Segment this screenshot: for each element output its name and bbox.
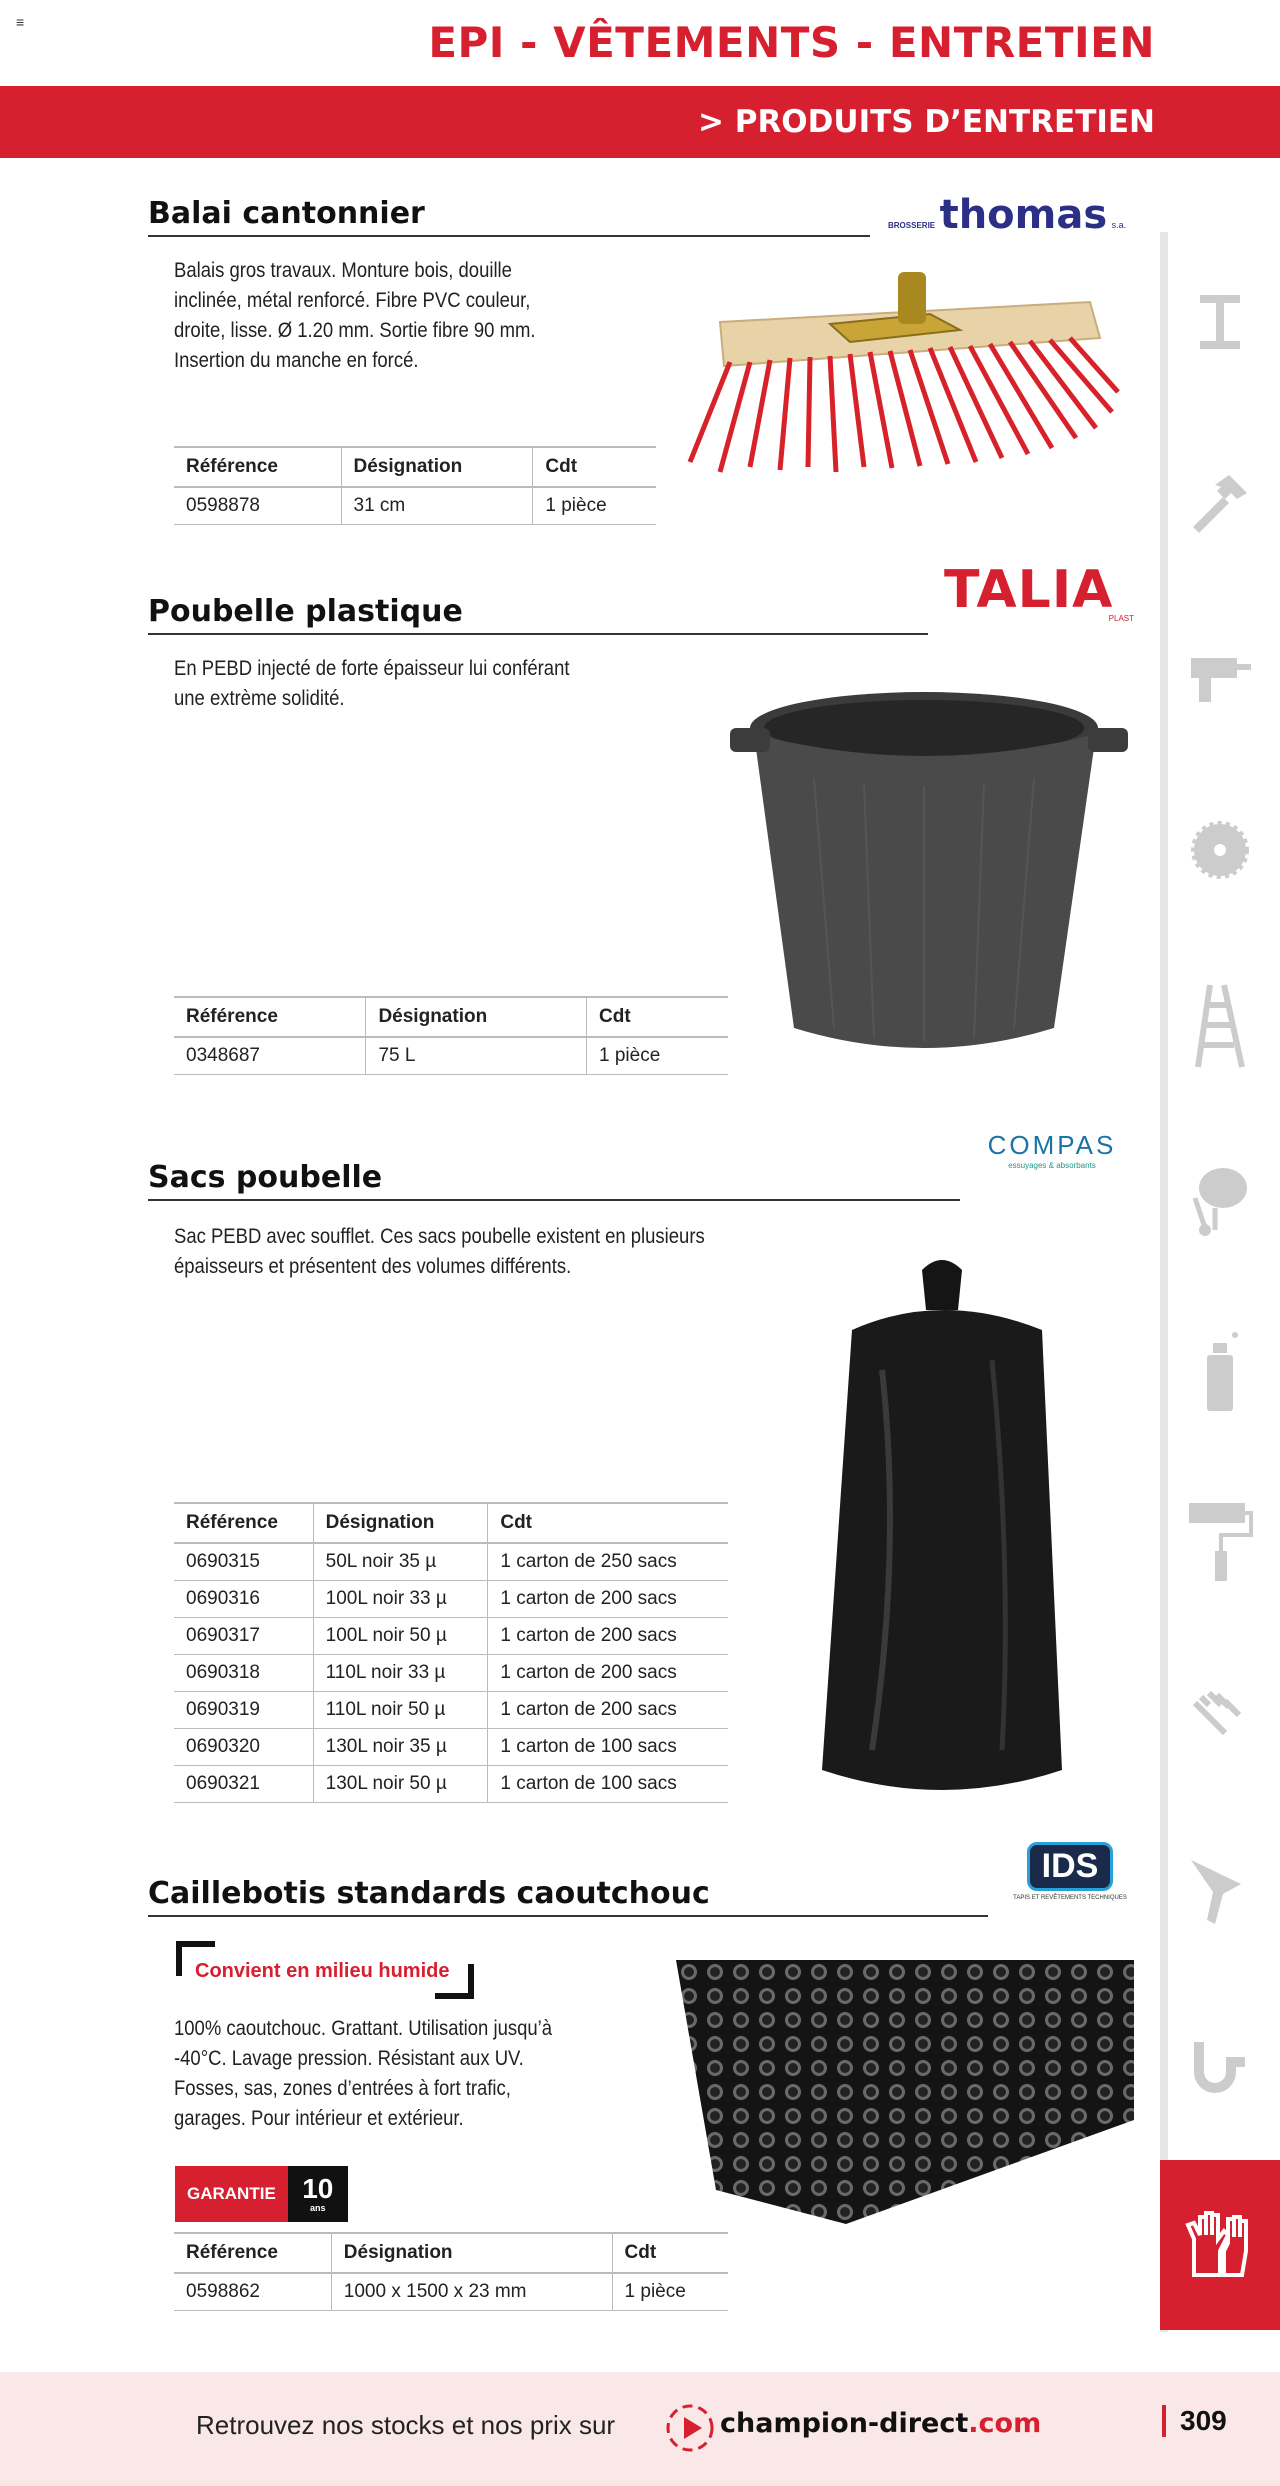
cell-ref: 0690318 bbox=[174, 1655, 313, 1692]
table-row bbox=[174, 1692, 728, 1729]
cell-cdt: 1 pièce bbox=[612, 2273, 728, 2311]
cell-ref: 0690316 bbox=[174, 1581, 313, 1618]
cell-designation: 110L noir 33 µ bbox=[313, 1655, 488, 1692]
product-title-poubelle: Poubelle plastique bbox=[148, 594, 928, 635]
ref-table-sacs bbox=[174, 1502, 728, 1803]
col-header: Référence bbox=[174, 447, 341, 487]
col-header: Désignation bbox=[313, 1503, 488, 1543]
page-number: 309 bbox=[1162, 2405, 1227, 2437]
hammer-icon[interactable] bbox=[1180, 452, 1260, 552]
footer bbox=[0, 2372, 1280, 2486]
cell-cdt: 1 carton de 200 sacs bbox=[488, 1692, 728, 1729]
cell-designation: 100L noir 50 µ bbox=[313, 1618, 488, 1655]
gloves-icon[interactable] bbox=[1160, 2160, 1280, 2330]
product-title-sacs: Sacs poubelle bbox=[148, 1160, 960, 1201]
table-row bbox=[174, 2273, 728, 2311]
funnel-icon[interactable] bbox=[1180, 1840, 1260, 1940]
brand-logo-thomas: BROSSERIE thomas s.a. bbox=[888, 192, 1127, 238]
table-row bbox=[174, 1655, 728, 1692]
brand-logo-ids: IDS TAPIS ET REVÊTEMENTS TECHNIQUES bbox=[1000, 1842, 1140, 1901]
cell-designation: 110L noir 50 µ bbox=[313, 1692, 488, 1729]
col-header: Cdt bbox=[587, 997, 728, 1037]
sidebar-track bbox=[1160, 232, 1168, 2332]
cell-cdt: 1 carton de 200 sacs bbox=[488, 1581, 728, 1618]
brand-logo-talia: TALIA PLAST bbox=[944, 560, 1134, 623]
brand-logo-compas: COMPAS essuyages & absorbants bbox=[987, 1130, 1117, 1170]
table-row bbox=[174, 487, 656, 525]
col-header: Référence bbox=[174, 1503, 313, 1543]
cell-designation: 130L noir 50 µ bbox=[313, 1766, 488, 1803]
cell-designation: 100L noir 33 µ bbox=[313, 1581, 488, 1618]
saw-blade-icon[interactable] bbox=[1180, 800, 1260, 900]
cell-cdt: 1 carton de 100 sacs bbox=[488, 1729, 728, 1766]
product-desc-poubelle: En PEBD injecté de forte épaisseur lui conférant une extrème solidité. bbox=[174, 657, 570, 710]
cement-mixer-icon[interactable] bbox=[1180, 1148, 1260, 1248]
col-header: Référence bbox=[174, 997, 366, 1037]
cell-ref: 0690321 bbox=[174, 1766, 313, 1803]
cell-ref: 0690320 bbox=[174, 1729, 313, 1766]
ref-table-balai bbox=[174, 446, 656, 525]
ladder-icon[interactable] bbox=[1180, 976, 1260, 1076]
cell-cdt: 1 carton de 250 sacs bbox=[488, 1543, 728, 1581]
cell-cdt: 1 carton de 200 sacs bbox=[488, 1655, 728, 1692]
product-desc-caillebotis: 100% caoutchouc. Grattant. Utilisation jusqu’à -40°C. Lavage pression. Résistant aux UV. Fosses, sas, zones d’entrées à fort trafic, garages. Pour intérieur et extérieur. bbox=[174, 2017, 553, 2130]
play-logo-icon bbox=[664, 2402, 716, 2459]
rubber-mat-image bbox=[676, 1960, 1134, 2224]
cell-designation: 31 cm bbox=[341, 487, 533, 525]
menu-icon[interactable]: ≡ bbox=[16, 14, 25, 30]
garbage-bag-image bbox=[812, 1250, 1072, 1800]
footer-site-link[interactable]: champion-direct.com bbox=[720, 2408, 1042, 2439]
cell-cdt: 1 pièce bbox=[587, 1037, 728, 1075]
cell-ref: 0690317 bbox=[174, 1618, 313, 1655]
guarantee-label: GARANTIE bbox=[175, 2166, 288, 2222]
cell-ref: 0598878 bbox=[174, 487, 341, 525]
screw-icon[interactable] bbox=[1180, 1668, 1260, 1768]
col-header: Désignation bbox=[341, 447, 533, 487]
cell-ref: 0690319 bbox=[174, 1692, 313, 1729]
pipe-icon[interactable] bbox=[1180, 2012, 1260, 2112]
broom-image bbox=[680, 262, 1120, 476]
spray-can-icon[interactable] bbox=[1180, 1320, 1260, 1420]
cell-cdt: 1 carton de 200 sacs bbox=[488, 1618, 728, 1655]
product-desc-balai: Balais gros travaux. Monture bois, douille inclinée, métal renforcé. Fibre PVC couleur, droite, lisse. Ø 1.20 mm. Sortie fibre 90 mm. Insertion du manche en forcé. bbox=[174, 259, 536, 372]
table-row bbox=[174, 1543, 728, 1581]
cell-ref: 0598862 bbox=[174, 2273, 331, 2311]
product-title-balai: Balai cantonnier bbox=[148, 196, 870, 237]
product-desc-sacs: Sac PEBD avec soufflet. Ces sacs poubelle existent en plusieurs épaisseurs et présentent des volumes différents. bbox=[174, 1225, 705, 1278]
col-header: Cdt bbox=[612, 2233, 728, 2273]
table-row bbox=[174, 1581, 728, 1618]
cell-cdt: 1 pièce bbox=[533, 487, 656, 525]
page-title: EPI - VÊTEMENTS - ENTRETIEN bbox=[428, 18, 1155, 67]
cell-designation: 75 L bbox=[366, 1037, 587, 1075]
ref-table-caillebotis bbox=[174, 2232, 728, 2311]
cell-cdt: 1 carton de 100 sacs bbox=[488, 1766, 728, 1803]
col-header: Référence bbox=[174, 2233, 331, 2273]
ref-table-poubelle bbox=[174, 996, 728, 1075]
section-subtitle: > PRODUITS D’ENTRETIEN bbox=[697, 104, 1155, 140]
note-text: Convient en milieu humide bbox=[195, 1960, 450, 1982]
beam-icon[interactable] bbox=[1180, 272, 1260, 372]
table-row bbox=[174, 1766, 728, 1803]
cell-designation: 1000 x 1500 x 23 mm bbox=[331, 2273, 612, 2311]
cell-designation: 130L noir 35 µ bbox=[313, 1729, 488, 1766]
product-title-caillebotis: Caillebotis standards caoutchouc bbox=[148, 1876, 988, 1917]
col-header: Désignation bbox=[366, 997, 587, 1037]
note-box bbox=[175, 1940, 475, 2000]
cell-designation: 50L noir 35 µ bbox=[313, 1543, 488, 1581]
footer-text: Retrouvez nos stocks et nos prix sur bbox=[196, 2410, 616, 2440]
paint-roller-icon[interactable] bbox=[1180, 1490, 1260, 1590]
cell-ref: 0690315 bbox=[174, 1543, 313, 1581]
col-header: Désignation bbox=[331, 2233, 612, 2273]
guarantee-years: 10 ans bbox=[288, 2166, 348, 2222]
col-header: Cdt bbox=[533, 447, 656, 487]
cell-ref: 0348687 bbox=[174, 1037, 366, 1075]
guarantee-badge bbox=[175, 2166, 348, 2222]
table-row bbox=[174, 1037, 728, 1075]
table-row bbox=[174, 1618, 728, 1655]
col-header: Cdt bbox=[488, 1503, 728, 1543]
table-row bbox=[174, 1729, 728, 1766]
bin-image bbox=[724, 688, 1134, 1064]
drill-icon[interactable] bbox=[1180, 628, 1260, 728]
